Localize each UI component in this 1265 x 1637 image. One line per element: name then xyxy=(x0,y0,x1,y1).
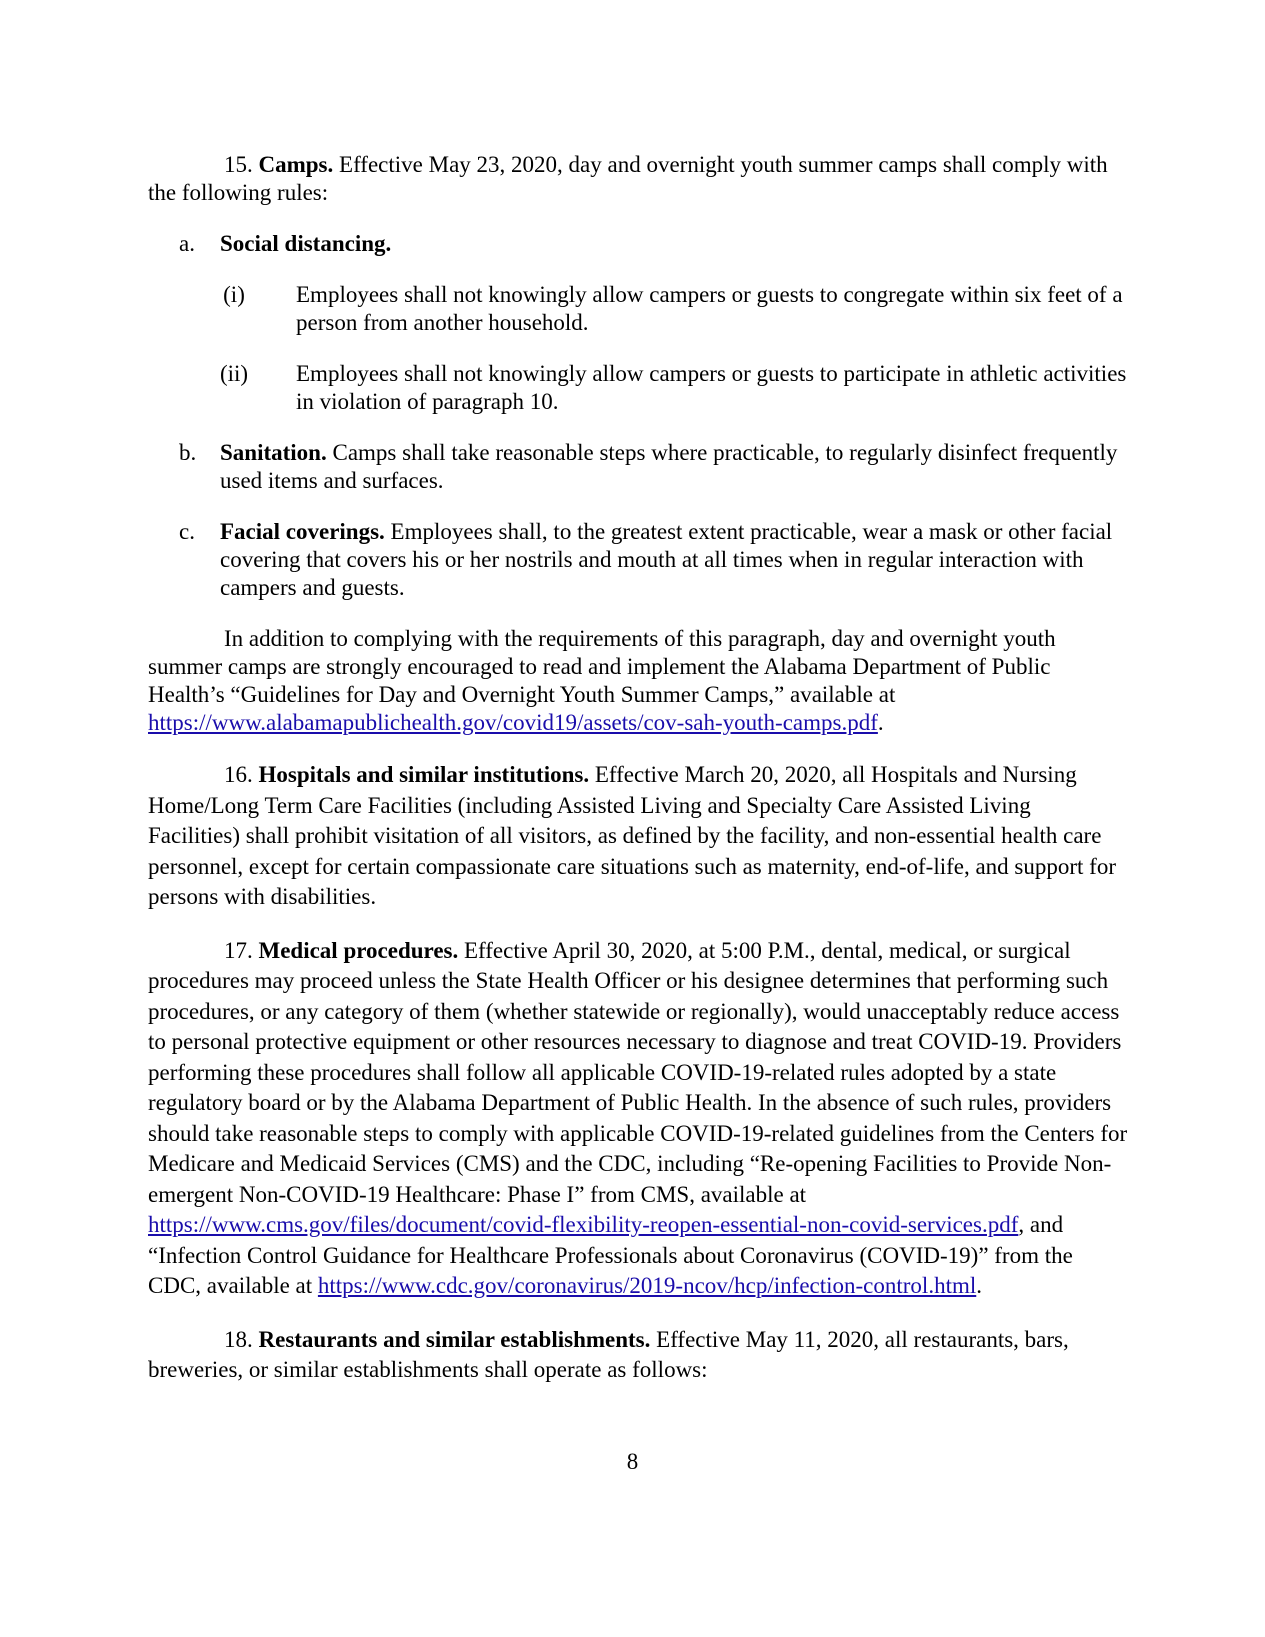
item-15c xyxy=(148,518,1128,602)
item-15b xyxy=(148,439,1128,495)
item-15b-heading: Sanitation. xyxy=(220,440,327,465)
paragraph-17-end: . xyxy=(976,1273,982,1298)
paragraph-16-number: 16. xyxy=(224,762,253,787)
item-15c-heading: Facial coverings. xyxy=(220,519,385,544)
page-number: 8 xyxy=(626,1449,639,1474)
paragraph-18 xyxy=(148,1325,1128,1386)
paragraph-18-number: 18. xyxy=(224,1326,253,1352)
paragraph-16 xyxy=(148,760,1128,913)
item-15c-text: Employees shall, to the greatest extent practicable, wear a mask or other facial covering that covers his or her nostrils and mouth at all times when in regular interaction with campers and guests. xyxy=(220,519,1113,600)
item-15a-i-label: (i) xyxy=(223,282,245,307)
cms-reopening-link[interactable]: https://www.cms.gov/files/document/covid-flexibility-reopen-essential-non-covid-services.pdf xyxy=(148,1212,1019,1237)
page-content xyxy=(148,151,1128,1386)
item-15a-ii xyxy=(148,360,1128,416)
paragraph-15-number: 15. xyxy=(224,152,253,177)
paragraph-17-mid: , and “Infection Control Guidance for Healthcare Professionals about Coronavirus (COVID-19)” from the CDC, available at xyxy=(148,1212,1073,1298)
item-15a xyxy=(148,230,1128,258)
item-15a-ii-text: Employees shall not knowingly allow campers or guests to participate in athletic activities in violation of paragraph 10. xyxy=(296,361,1127,414)
item-15a-i-text: Employees shall not knowingly allow campers or guests to congregate within six feet of a person from another household. xyxy=(296,282,1123,335)
paragraph-15-additional xyxy=(148,625,1128,737)
item-15a-ii-label: (ii) xyxy=(219,361,249,386)
item-15a-i xyxy=(148,281,1128,337)
item-15c-label: c. xyxy=(179,519,195,544)
paragraph-18-text: Effective May 11, 2020, all restaurants, bars, breweries, or similar establishments shall operate as follows: xyxy=(148,1326,1069,1382)
item-15b-text: Camps shall take reasonable steps where practicable, to regularly disinfect frequently used items and surfaces. xyxy=(220,440,1118,493)
paragraph-15 xyxy=(148,151,1128,207)
paragraph-17-text: Effective April 30, 2020, at 5:00 P.M., dental, medical, or surgical procedures may proceed unless the State Health Officer or his designee determines that performing such procedures, or any category of them (whether statewide or regionally), would unacceptably reduce access to personal protective equipment or other resources necessary to diagnose and treat COVID-19. Providers performing these procedures shall follow all applicable COVID-19-related rules adopted by a state regulatory board or by the Alabama Department of Public Health. In the absence of such rules, providers should take reasonable steps to comply with applicable COVID-19-related guidelines from the Centers for Medicare and Medicaid Services (CMS) and the CDC, including “Re-opening Facilities to Provide Non-emergent Non-COVID-19 Healthcare: Phase I” from CMS, available at xyxy=(148,937,1128,1207)
item-15b-label: b. xyxy=(179,440,197,465)
paragraph-17-number: 17. xyxy=(224,937,253,963)
cdc-infection-control-link[interactable]: https://www.cdc.gov/coronavirus/2019-ncov/hcp/infection-control.html xyxy=(317,1273,977,1298)
youth-camps-guidelines-link[interactable]: https://www.alabamapublichealth.gov/covid19/assets/cov-sah-youth-camps.pdf xyxy=(148,710,878,735)
paragraph-15-additional-text: In addition to complying with the requirements of this paragraph, day and overnight youth summer camps are strongly encouraged to read and implement the Alabama Department of Public Health’s “Guidelines for Day and Overnight Youth Summer Camps,” available at xyxy=(148,626,1056,707)
paragraph-18-heading: Restaurants and similar establishments. xyxy=(258,1326,651,1352)
item-15a-label: a. xyxy=(179,231,195,256)
item-15a-heading: Social distancing. xyxy=(220,231,392,256)
paragraph-16-heading: Hospitals and similar institutions. xyxy=(258,762,590,787)
paragraph-16-text: Effective March 20, 2020, all Hospitals and Nursing Home/Long Term Care Facilities (including Assisted Living and Specialty Care Assisted Living Facilities) shall prohibit visitation of all visitors, as defined by the facility, and non-essential health care personnel, except for certain compassionate care situations such as maternity, end-of-life, and support for persons with disabilities. xyxy=(148,762,1116,909)
paragraph-17 xyxy=(148,936,1128,1302)
paragraph-15-heading: Camps. xyxy=(258,152,334,177)
paragraph-15-additional-end: . xyxy=(877,710,884,735)
paragraph-15-text: Effective May 23, 2020, day and overnight youth summer camps shall comply with the following rules: xyxy=(148,152,1108,205)
paragraph-17-heading: Medical procedures. xyxy=(258,937,459,963)
